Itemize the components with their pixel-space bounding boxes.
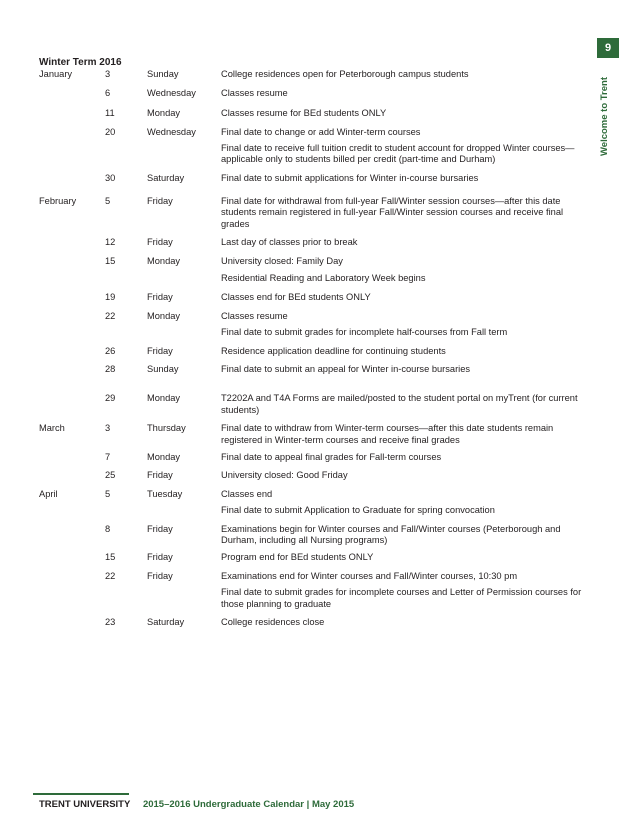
weekday-cell: Sunday bbox=[147, 363, 179, 374]
description-cell: Final date to appeal final grades for Fall-term courses bbox=[221, 451, 442, 462]
day-cell: 29 bbox=[105, 393, 116, 404]
month-cell bbox=[33, 256, 105, 272]
weekday-cell: Friday bbox=[147, 570, 173, 581]
description-cell: T2202A and T4A Forms are mailed/posted to the student portal on myTrent (for current students) bbox=[221, 393, 578, 415]
table-row bbox=[33, 173, 588, 195]
table-row bbox=[33, 292, 588, 310]
month-cell bbox=[33, 364, 105, 393]
month-cell bbox=[33, 617, 105, 628]
table-row bbox=[33, 256, 588, 272]
day-cell: 20 bbox=[105, 127, 116, 138]
weekday-cell: Monday bbox=[147, 451, 181, 462]
day-cell bbox=[105, 327, 147, 345]
month-cell bbox=[33, 470, 105, 488]
month-cell bbox=[33, 237, 105, 256]
weekday-cell: Friday bbox=[147, 195, 173, 206]
month-cell bbox=[33, 327, 105, 345]
footer-calendar: 2015–2016 Undergraduate Calendar | May 2015 bbox=[142, 799, 355, 810]
day-cell: 3 bbox=[105, 69, 111, 79]
month-cell bbox=[33, 552, 105, 570]
weekday-cell bbox=[147, 327, 221, 345]
description-cell: Final date to submit an appeal for Winter in-course bursaries bbox=[221, 363, 471, 374]
table-row bbox=[33, 423, 588, 452]
description-cell: Residential Reading and Laboratory Week begins bbox=[221, 272, 426, 283]
description-cell: Final date for withdrawal from full-year Fall/Winter session courses—after this date students remain registered in full-year Fall/Winter session courses and receive final grades bbox=[221, 195, 564, 229]
month-cell bbox=[33, 127, 105, 142]
weekday-cell: Friday bbox=[147, 470, 173, 481]
table-row bbox=[33, 552, 588, 570]
weekday-cell: Friday bbox=[147, 292, 173, 303]
table-row bbox=[33, 505, 588, 523]
description-cell: College residences close bbox=[221, 617, 325, 627]
day-cell: 30 bbox=[105, 173, 116, 184]
day-cell: 28 bbox=[105, 363, 116, 374]
description-cell: Program end for BEd students ONLY bbox=[221, 552, 374, 563]
table-row bbox=[33, 452, 588, 470]
month-cell bbox=[33, 346, 105, 364]
day-cell: 23 bbox=[105, 617, 116, 627]
weekday-cell: Sunday bbox=[147, 69, 179, 79]
weekday-cell: Friday bbox=[147, 237, 173, 248]
day-cell: 11 bbox=[105, 107, 115, 118]
weekday-cell: Saturday bbox=[147, 173, 185, 184]
weekday-cell: Monday bbox=[147, 256, 181, 267]
day-cell: 15 bbox=[105, 256, 116, 267]
table-row bbox=[33, 108, 588, 127]
description-cell: Final date to withdraw from Winter-term courses—after this date students remain registered in Winter-term courses and receive final grades bbox=[221, 423, 554, 445]
footer-university: TRENT UNIVERSITY bbox=[39, 799, 131, 810]
term-heading: Winter Term 2016 bbox=[39, 57, 122, 68]
description-cell: Classes end for BEd students ONLY bbox=[221, 292, 371, 303]
description-cell: Examinations begin for Winter courses and Fall/Winter courses (Peterborough and Durham, including all Nursing programs) bbox=[221, 523, 561, 545]
weekday-cell: Monday bbox=[147, 107, 181, 118]
weekday-cell: Friday bbox=[147, 523, 173, 534]
description-cell: Final date to receive full tuition credit to student account for dropped Winter courses—applicable only to students billed per credit (part-time and Durham) bbox=[221, 142, 575, 165]
description-cell: Final date to submit grades for incomplete courses and Letter of Permission courses for those planning to graduate bbox=[221, 587, 582, 609]
day-cell bbox=[105, 505, 147, 523]
description-cell: Final date to submit grades for incomplete half-courses from Fall term bbox=[221, 327, 508, 338]
table-row bbox=[33, 364, 588, 393]
section-side-label: Welcome to Trent bbox=[599, 76, 610, 156]
table-row bbox=[33, 393, 588, 423]
month-cell bbox=[33, 292, 105, 310]
schedule-table bbox=[33, 69, 588, 628]
description-cell: Examinations end for Winter courses and Fall/Winter courses, 10:30 pm bbox=[221, 570, 518, 581]
description-cell: Classes end bbox=[221, 488, 273, 499]
weekday-cell: Wednesday bbox=[147, 127, 196, 138]
weekday-cell bbox=[147, 273, 221, 292]
month-cell: March bbox=[39, 423, 65, 434]
description-cell: Classes resume bbox=[221, 88, 288, 99]
description-cell: Residence application deadline for continuing students bbox=[221, 345, 446, 356]
day-cell: 12 bbox=[105, 237, 116, 248]
description-cell: Final date to change or add Winter-term courses bbox=[221, 127, 421, 138]
table-row bbox=[33, 524, 588, 553]
table-row bbox=[33, 127, 588, 142]
month-cell bbox=[33, 273, 105, 292]
description-cell: University closed: Family Day bbox=[221, 256, 343, 267]
table-row bbox=[33, 587, 588, 617]
table-row bbox=[33, 311, 588, 327]
month-cell bbox=[33, 88, 105, 107]
month-cell bbox=[33, 173, 105, 195]
day-cell: 19 bbox=[105, 292, 116, 303]
month-cell bbox=[33, 143, 105, 174]
day-cell: 22 bbox=[105, 310, 116, 321]
weekday-cell bbox=[147, 587, 221, 617]
weekday-cell: Saturday bbox=[147, 617, 185, 627]
month-cell bbox=[33, 393, 105, 423]
table-row bbox=[33, 571, 588, 587]
day-cell bbox=[105, 273, 147, 292]
month-cell: February bbox=[39, 195, 77, 206]
table-row bbox=[33, 88, 588, 107]
day-cell: 25 bbox=[105, 470, 116, 481]
table-row bbox=[33, 470, 588, 488]
description-cell: College residences open for Peterborough campus students bbox=[221, 69, 469, 79]
month-cell: January bbox=[39, 69, 73, 79]
weekday-cell bbox=[147, 505, 221, 523]
page-number: 9 bbox=[597, 38, 619, 58]
table-row bbox=[33, 69, 588, 88]
description-cell: Classes resume bbox=[221, 310, 288, 321]
table-row bbox=[33, 327, 588, 345]
table-row bbox=[33, 196, 588, 237]
weekday-cell: Thursday bbox=[147, 423, 186, 434]
month-cell bbox=[33, 571, 105, 587]
footer bbox=[39, 799, 354, 810]
day-cell bbox=[105, 587, 147, 617]
month-cell: April bbox=[39, 488, 58, 499]
footer-rule bbox=[33, 793, 129, 795]
table-row bbox=[33, 143, 588, 174]
day-cell: 5 bbox=[105, 488, 111, 499]
day-cell: 22 bbox=[105, 570, 116, 581]
weekday-cell: Wednesday bbox=[147, 88, 196, 99]
day-cell: 7 bbox=[105, 451, 111, 462]
weekday-cell: Friday bbox=[147, 552, 173, 563]
day-cell: 5 bbox=[105, 195, 111, 206]
weekday-cell: Monday bbox=[147, 310, 181, 321]
day-cell bbox=[105, 143, 147, 174]
month-cell bbox=[33, 452, 105, 470]
day-cell: 8 bbox=[105, 523, 111, 534]
table-row bbox=[33, 237, 588, 256]
weekday-cell: Tuesday bbox=[147, 488, 183, 499]
month-cell bbox=[33, 108, 105, 127]
month-cell bbox=[33, 505, 105, 523]
description-cell: Final date to submit applications for Winter in-course bursaries bbox=[221, 173, 479, 184]
table-row bbox=[33, 346, 588, 364]
day-cell: 15 bbox=[105, 552, 116, 563]
weekday-cell: Friday bbox=[147, 345, 173, 356]
description-cell: Classes resume for BEd students ONLY bbox=[221, 107, 387, 118]
month-cell bbox=[33, 311, 105, 327]
weekday-cell bbox=[147, 143, 221, 174]
day-cell: 26 bbox=[105, 345, 116, 356]
description-cell: Last day of classes prior to break bbox=[221, 237, 358, 248]
month-cell bbox=[33, 587, 105, 617]
table-row bbox=[33, 489, 588, 505]
month-cell bbox=[33, 524, 105, 553]
table-row bbox=[33, 273, 588, 292]
description-cell: University closed: Good Friday bbox=[221, 470, 348, 481]
table-row bbox=[33, 617, 588, 628]
day-cell: 3 bbox=[105, 423, 111, 434]
description-cell: Final date to submit Application to Graduate for spring convocation bbox=[221, 505, 495, 516]
schedule-body bbox=[33, 69, 588, 628]
weekday-cell: Monday bbox=[147, 393, 181, 404]
day-cell: 6 bbox=[105, 88, 111, 99]
